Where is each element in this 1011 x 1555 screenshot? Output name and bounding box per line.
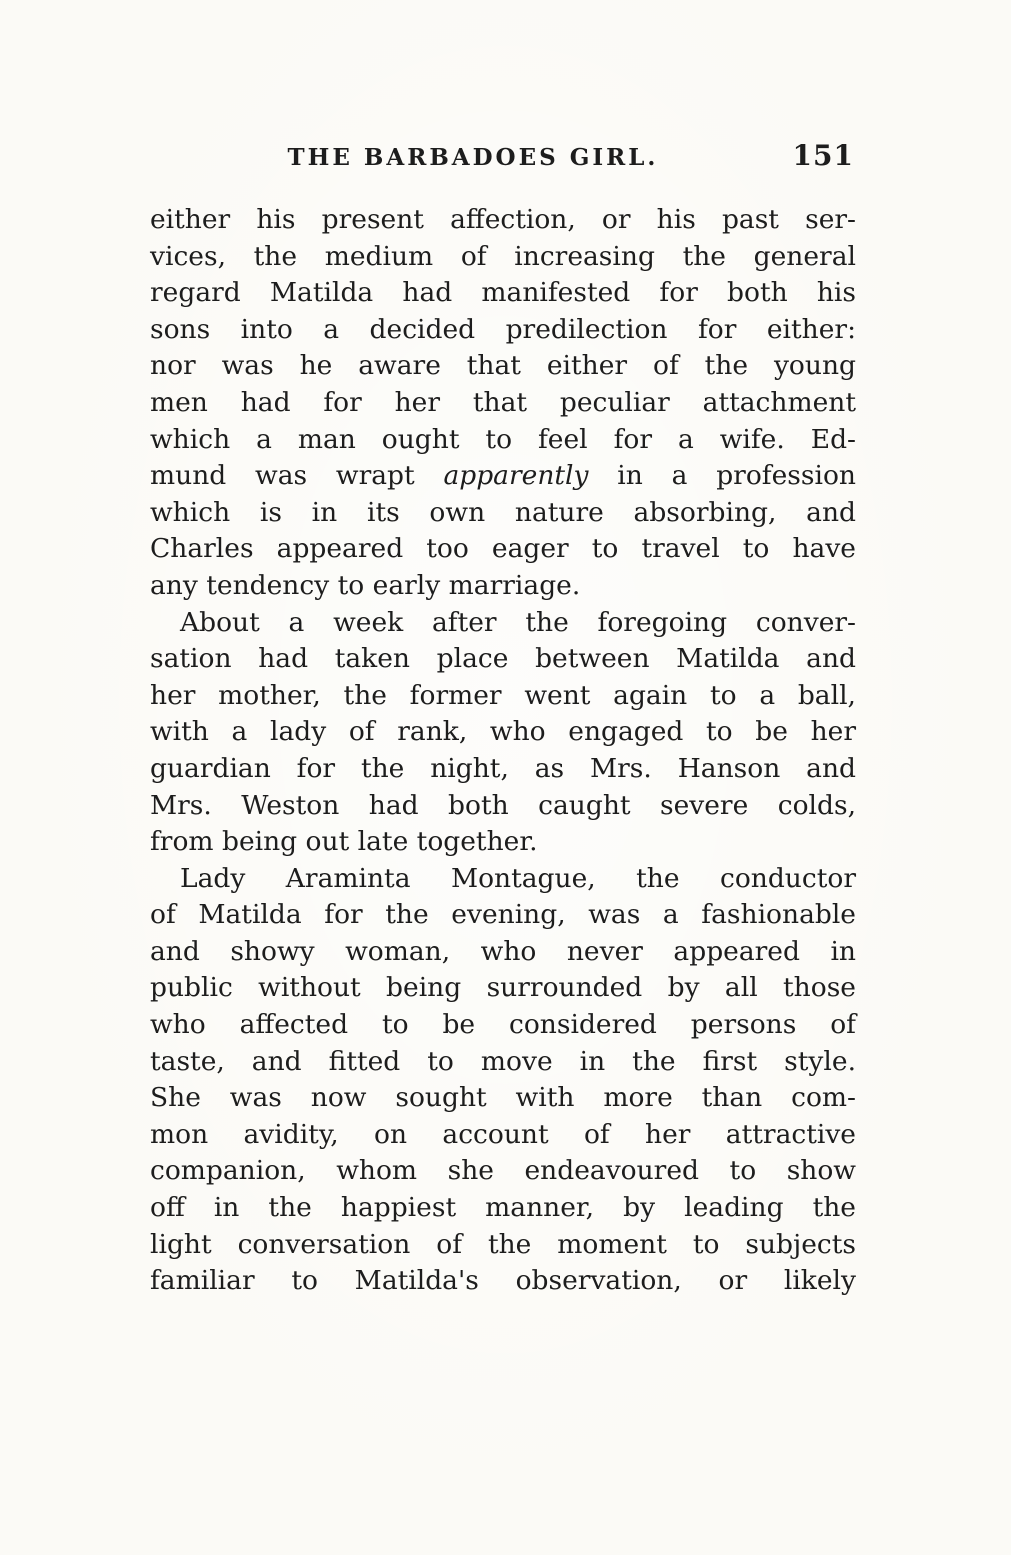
text-line: regard Matilda had manifested for both his bbox=[150, 277, 856, 309]
text-line: sons into a decided predilection for either: bbox=[150, 313, 856, 345]
text-line: which a man ought to feel for a wife. Ed- bbox=[150, 423, 856, 455]
text-line: Mrs. Weston had both caught severe colds, bbox=[150, 789, 856, 821]
page-number: 151 bbox=[792, 139, 854, 172]
paragraph bbox=[150, 861, 856, 1300]
text-segment: in a profession bbox=[588, 460, 856, 492]
text-line: public without being surrounded by all those bbox=[150, 972, 856, 1004]
paragraph bbox=[150, 605, 856, 861]
text-line: taste, and fitted to move in the first style. bbox=[150, 1045, 856, 1077]
text-line: sation had taken place between Matilda and bbox=[150, 643, 856, 675]
text-line: from being out late together. bbox=[150, 826, 538, 858]
text-line: either his present affection, or his past ser- bbox=[150, 204, 856, 235]
text-line: Charles appeared too eager to travel to have bbox=[150, 533, 856, 565]
text-line: off in the happiest manner, by leading the bbox=[150, 1192, 856, 1224]
text-line: familiar to Matilda's observation, or likely bbox=[150, 1265, 856, 1297]
text-line: guardian for the night, as Mrs. Hanson and bbox=[150, 752, 856, 784]
text-line: men had for her that peculiar attachment bbox=[150, 386, 856, 418]
text-line: any tendency to early marriage. bbox=[150, 569, 581, 601]
page-header bbox=[150, 139, 856, 180]
text-segment: mund was wrapt bbox=[150, 460, 444, 492]
running-title: THE BARBADOES GIRL. bbox=[287, 144, 659, 171]
text-line: and showy woman, who never appeared in bbox=[150, 935, 856, 967]
text-line: vices, the medium of increasing the general bbox=[150, 240, 856, 272]
body-text bbox=[150, 202, 856, 1300]
text-line: She was now sought with more than com- bbox=[150, 1082, 856, 1114]
italic-word: apparently bbox=[443, 460, 589, 492]
text-line: of Matilda for the evening, was a fashionable bbox=[150, 899, 856, 931]
text-line: light conversation of the moment to subjects bbox=[150, 1228, 856, 1260]
text-line: companion, whom she endeavoured to show bbox=[150, 1155, 856, 1187]
text-line: her mother, the former went again to a ball, bbox=[150, 679, 856, 711]
text-line: Lady Araminta Montague, the conductor bbox=[180, 862, 856, 894]
text-line: About a week after the foregoing conver- bbox=[180, 606, 856, 638]
text-line: who affected to be considered persons of bbox=[150, 1009, 856, 1041]
text-line: nor was he aware that either of the young bbox=[150, 350, 856, 382]
text-line: mon avidity, on account of her attractive bbox=[150, 1118, 856, 1150]
text-line bbox=[150, 458, 856, 495]
text-line: with a lady of rank, who engaged to be her bbox=[150, 716, 856, 748]
text-line: which is in its own nature absorbing, and bbox=[150, 496, 856, 528]
paragraph bbox=[150, 202, 856, 605]
